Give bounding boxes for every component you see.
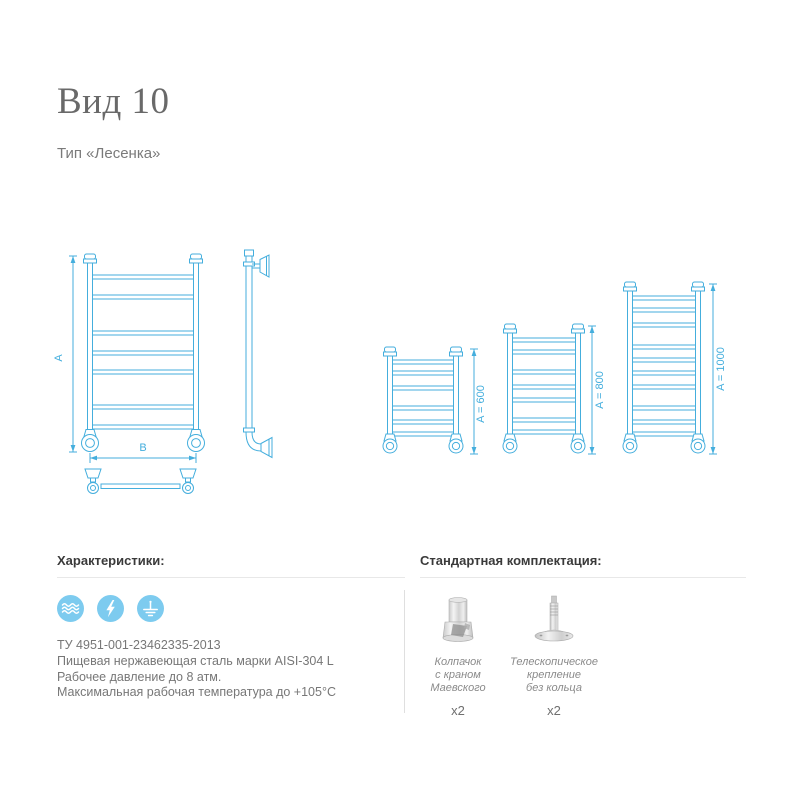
cap-valve-qty: х2 xyxy=(451,703,465,718)
characteristics-line: Рабочее давление до 8 атм. xyxy=(57,669,222,684)
variant-1000 xyxy=(623,282,717,454)
dim-label-1000: A = 1000 xyxy=(715,347,727,391)
grounding-icon xyxy=(137,595,164,622)
variant-800 xyxy=(503,324,596,454)
equipment-section xyxy=(420,553,746,718)
cap-valve-image xyxy=(435,596,481,646)
divider xyxy=(57,577,405,578)
cap-valve-photo xyxy=(410,592,506,646)
characteristics-line: ТУ 4951-001-23462335-2013 xyxy=(57,638,221,652)
characteristics-text xyxy=(57,638,405,701)
characteristics-line: Максимальная рабочая температура до +105°C xyxy=(57,685,336,700)
cap-valve-label: Колпачок с краном Маевского xyxy=(430,656,486,694)
equipment-item-mount xyxy=(506,592,602,718)
top-view xyxy=(85,469,196,494)
characteristics-header: Характеристики: xyxy=(57,553,165,568)
characteristics-section xyxy=(57,553,405,701)
telescopic-mount-label: Телескопическое крепление без кольца xyxy=(510,656,598,694)
lightning-icon xyxy=(97,595,124,622)
divider xyxy=(420,577,746,578)
feature-icons xyxy=(57,595,405,622)
variant-600 xyxy=(383,347,478,454)
telescopic-mount-qty: х2 xyxy=(547,703,561,718)
water-icon xyxy=(57,595,84,622)
front-view xyxy=(69,254,205,463)
telescopic-mount-photo xyxy=(506,592,602,646)
characteristics-line: Пищевая нержавеющая сталь марки AISI-304 L xyxy=(57,653,334,668)
dim-label-width: B xyxy=(139,442,147,454)
dim-label-800: A = 800 xyxy=(594,371,606,409)
equipment-items xyxy=(410,592,746,718)
page-title: Вид 10 xyxy=(57,81,170,122)
equipment-item-cap xyxy=(410,592,506,718)
side-view xyxy=(244,250,273,458)
telescopic-mount-image xyxy=(528,594,580,646)
page-subtitle: Тип «Лесенка» xyxy=(57,145,161,162)
dim-label-height: A xyxy=(53,354,65,362)
dim-label-600: A = 600 xyxy=(475,385,487,423)
equipment-header: Стандартная комплектация: xyxy=(420,553,602,568)
vertical-divider xyxy=(404,590,405,713)
